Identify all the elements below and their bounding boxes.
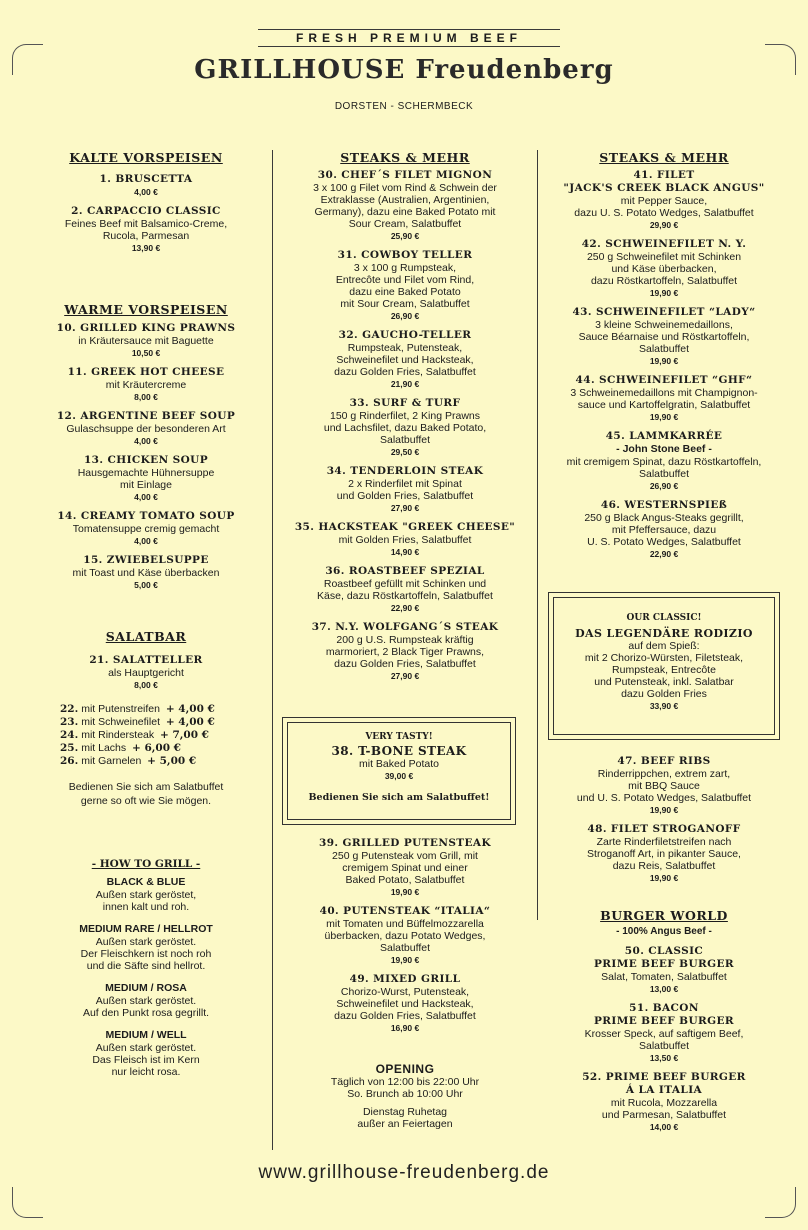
brand-logo: GRILLHOUSE Freudenberg [194,55,614,85]
item-desc: Krosser Speck, auf saftigem Beef, Salatbuffet [584,1028,744,1052]
item-price: 14,00 € [649,1122,679,1132]
item-price: 19,90 € [390,887,420,897]
menu-item [280,521,530,558]
menu-item [280,169,530,242]
section-title-steaks: STEAKS & MEHR [340,150,470,165]
item-price: 8,00 € [134,680,158,690]
item-price: 8,00 € [134,392,158,402]
menu-item [40,654,252,691]
item-price: 19,90 € [390,955,420,965]
item-price: 26,90 € [390,311,420,321]
addon-row: 24. mit Rindersteak + 7,00 € [60,729,209,741]
grill-level-desc: Außen stark geröstet. Der Fleischkern ist noch roh und die Säfte sind hellrot. [80,936,212,972]
menu-item [543,430,785,492]
menu-item [40,205,252,254]
item-name: 38. T-BONE STEAK [331,744,467,758]
tbone-box [282,717,516,825]
item-price: 29,50 € [390,447,420,457]
item-price: 29,90 € [649,220,679,230]
item-desc: 200 g U.S. Rumpsteak kräftig marmoriert, 2 Black Tiger Prawns, dazu Golden Fries, Salatbuffet [325,634,485,670]
item-name: 12. ARGENTINE BEEF SOUP [56,410,236,422]
grill-level [40,982,252,1019]
menu-item [280,973,530,1034]
item-desc: Zarte Rinderfiletstreifen nach Stroganoff Art, in pikanter Sauce, dazu Reis, Salatbuffet [587,836,741,872]
grill-level-desc: Außen stark geröstet, innen kalt und roh. [95,889,197,913]
location: DORSTEN - SCHERMBECK [334,101,474,112]
frame-corner-bottom-left [12,1187,43,1218]
menu-item [280,565,530,614]
item-price: 16,90 € [390,1023,420,1033]
item-desc: 3 Schweinemedaillons mit Champignon- sauce und Kartoffelgratin, Salatbuffet [570,387,758,411]
item-desc: 3 x 100 g Rumpsteak, Entrecôte und Filet vom Rind, dazu eine Baked Potato mit Sour Cream, Salatbuffet [335,262,475,310]
item-name: 47. BEEF RIBS [617,755,711,767]
item-price: 22,90 € [390,603,420,613]
salad-note: Bedienen Sie sich am Salatbuffet gerne so oft wie Sie mögen. [68,781,224,807]
section-title-kalte: KALTE VORSPEISEN [69,150,223,165]
item-desc: 3 kleine Schweinemedaillons, Sauce Béarnaise und Röstkartoffeln, Salatbuffet [578,319,750,355]
salad-addons [40,703,252,768]
item-desc: in Kräutersauce mit Baguette [78,335,214,347]
section-title-salatbar: SALATBAR [105,629,187,644]
section-title-warme: WARME VORSPEISEN [64,302,228,317]
column-divider-left [272,150,273,1150]
item-name: 35. HACKSTEAK "GREEK CHEESE" [294,521,516,533]
addon-row: 23. mit Schweinefilet + 4,00 € [60,716,215,728]
menu-item [280,621,530,682]
grill-level [40,923,252,972]
item-desc: als Hauptgericht [108,667,184,679]
item-name: 34. TENDERLOIN STEAK [326,465,484,477]
opening-times: Täglich von 12:00 bis 22:00 Uhr So. Brunch ab 10:00 Uhr [330,1076,480,1100]
menu-item [40,510,252,547]
menu-item [280,249,530,322]
item-desc: 150 g Rinderfilet, 2 King Prawns und Lachsfilet, dazu Baked Potato, Salatbuffet [323,410,487,446]
item-name: 43. SCHWEINEFILET “LADY“ [572,306,756,318]
item-desc: 2 x Rinderfilet mit Spinat und Golden Fries, Salatbuffet [336,478,474,502]
item-name: 10. GRILLED KING PRAWNS [56,322,236,334]
item-name: 2. CARPACCIO CLASSIC [71,205,221,217]
item-price: 19,90 € [649,288,679,298]
item-price: 19,90 € [649,356,679,366]
item-desc: 250 g Black Angus-Steaks gegrillt, mit Pfeffersauce, dazu U. S. Potato Wedges, Salatbuffet [584,512,744,548]
item-price: 19,90 € [649,873,679,883]
section-title-burger: BURGER WORLD [600,908,728,923]
item-name: 33. SURF & TURF [349,397,461,409]
addon-row: 26. mit Garnelen + 5,00 € [60,755,197,767]
item-name: 44. SCHWEINEFILET “GHF“ [575,374,753,386]
item-desc: mit Baked Potato [359,758,439,770]
item-name: 39. GRILLED PUTENSTEAK [319,837,491,849]
menu-item [40,173,252,198]
menu-item [40,454,252,503]
item-desc: mit Rucola, Mozzarella und Parmesan, Salatbuffet [601,1097,727,1121]
menu-item [40,366,252,403]
item-name: 46. WESTERNSPIEß [600,499,728,511]
addon-row: 25. mit Lachs + 6,00 € [60,742,181,754]
item-desc: Salat, Tomaten, Salatbuffet [601,971,727,983]
item-desc: 250 g Putensteak vom Grill, mit cremigem Spinat und einer Baked Potato, Salatbuffet [332,850,478,886]
item-name: 13. CHICKEN SOUP [83,454,209,466]
tbone-note: Bedienen Sie sich am Salatbuffet! [308,792,490,803]
item-name: 21. SALATTELLER [89,654,203,666]
item-price: 21,90 € [390,379,420,389]
item-name: 14. CREAMY TOMATO SOUP [57,510,235,522]
item-subtitle: - John Stone Beef - [616,443,712,455]
item-price: 33,90 € [649,701,679,711]
rodizio-tag: OUR CLASSIC! [626,613,702,623]
item-desc: Chorizo-Wurst, Putensteak, Schweinefilet und Hacksteak, dazu Golden Fries, Salatbuffet [334,986,476,1022]
item-price: 27,90 € [390,671,420,681]
item-price: 4,00 € [134,187,158,197]
item-desc: Rinderrippchen, extrem zart, mit BBQ Sauce und U. S. Potato Wedges, Salatbuffet [576,768,752,804]
item-price: 5,00 € [134,580,158,590]
menu-item [543,169,785,231]
opening-closed: Dienstag Ruhetag außer an Feiertagen [357,1106,453,1130]
item-name: 42. SCHWEINEFILET N. Y. [581,238,747,250]
item-price: 26,90 € [649,481,679,491]
menu-item [543,238,785,299]
column-divider-right [537,150,538,920]
column-middle-lower [280,830,530,1130]
item-name: 49. MIXED GRILL [349,973,461,985]
item-desc: mit Toast und Käse überbacken [72,567,220,579]
item-price: 4,00 € [134,536,158,546]
item-name: 50. CLASSIC PRIME BEEF BURGER [593,945,735,970]
item-name: 36. ROASTBEEF SPEZIAL [325,565,485,577]
item-price: 25,90 € [390,231,420,241]
item-desc: 3 x 100 g Filet vom Rind & Schwein der Extraklasse (Australien, Argentinien, Germany), dazu eine Baked Potato mit Sour Cream, Salatbuffet [313,182,497,230]
item-name: 30. CHEF´S FILET MIGNON [317,169,493,181]
grill-level-name: MEDIUM / ROSA [105,982,187,994]
menu-item [543,499,785,560]
item-desc: mit cremigem Spinat, dazu Röstkartoffeln, Salatbuffet [566,456,762,480]
menu-item [40,322,252,359]
menu-item [543,374,785,423]
menu-item [543,823,785,884]
website-url[interactable]: www.grillhouse-freudenberg.de [258,1162,550,1183]
item-price: 14,90 € [390,547,420,557]
menu-item [543,755,785,816]
item-name: 32. GAUCHO-TELLER [338,329,472,341]
column-right [543,150,785,560]
item-name: DAS LEGENDÄRE RODIZIO [575,627,753,640]
item-price: 4,00 € [134,492,158,502]
item-price: 4,00 € [134,436,158,446]
frame-corner-bottom-right [765,1187,796,1218]
menu-item [280,329,530,390]
grill-level [40,876,252,913]
menu-item [543,945,785,995]
column-middle [280,150,530,682]
item-name: 11. GREEK HOT CHEESE [67,366,225,378]
header-rule-top [258,29,560,30]
grill-guide [40,858,252,1078]
item-desc: auf dem Spieß: mit 2 Chorizo-Würsten, Filetsteak, Rumpsteak, Entrecôte und Putensteak, inkl. Salatbar dazu Golden Fries [584,640,744,700]
item-name: 1. BRUSCETTA [99,173,193,185]
item-name: 31. COWBOY TELLER [337,249,473,261]
grill-guide-title: - HOW TO GRILL - [91,858,201,870]
opening-hours [280,1062,530,1130]
menu-item [543,306,785,367]
addon-row: 22. mit Putenstreifen + 4,00 € [60,703,215,715]
menu-item [280,397,530,458]
item-name: 37. N.Y. WOLFGANG´S STEAK [311,621,499,633]
grill-level-desc: Außen stark geröstet. Auf den Punkt rosa gegrillt. [82,995,210,1019]
item-desc: Rumpsteak, Putensteak, Schweinefilet und Hacksteak, dazu Golden Fries, Salatbuffet [334,342,476,378]
item-desc: Hausgemachte Hühnersuppe mit Einlage [77,467,215,491]
item-desc: Gulaschsuppe der besonderen Art [66,423,226,435]
burger-subtitle: - 100% Angus Beef - [616,926,712,937]
grill-level-name: BLACK & BLUE [106,876,186,888]
menu-item [40,554,252,591]
item-price: 22,90 € [649,549,679,559]
menu-item [40,410,252,447]
section-title-steaks-right: STEAKS & MEHR [599,150,729,165]
item-desc: Feines Beef mit Balsamico-Creme, Rucola, Parmesan [64,218,228,242]
opening-title: OPENING [375,1062,435,1076]
item-desc: mit Kräutercreme [105,379,187,391]
item-price: 10,50 € [131,348,161,358]
item-price: 39,00 € [384,771,414,781]
item-price: 13,00 € [649,984,679,994]
frame-corner-top-left [12,44,43,75]
item-price: 19,90 € [649,412,679,422]
menu-item [280,465,530,514]
grill-level-desc: Außen stark geröstet. Das Fleisch ist im Kern nur leicht rosa. [92,1042,200,1078]
menu-item [280,905,530,966]
item-price: 19,90 € [649,805,679,815]
menu-item [543,1071,785,1133]
item-desc: mit Pepper Sauce, dazu U. S. Potato Wedges, Salatbuffet [574,195,754,219]
grill-level-name: MEDIUM / WELL [105,1029,187,1041]
grill-level-name: MEDIUM RARE / HELLROT [79,923,213,935]
rodizio-box [548,592,780,740]
item-price: 13,50 € [649,1053,679,1063]
item-desc: mit Golden Fries, Salatbuffet [338,534,472,546]
item-price: 27,90 € [390,503,420,513]
item-desc: Tomatensuppe cremig gemacht [72,523,220,535]
item-name: 52. PRIME BEEF BURGER Á LA ITALIA [582,1071,746,1096]
item-name: 15. ZWIEBELSUPPE [83,554,209,566]
tbone-tag: VERY TASTY! [365,732,433,742]
item-name: 51. BACON PRIME BEEF BURGER [593,1002,735,1027]
tagline: FRESH PREMIUM BEEF [295,31,522,45]
menu-item [543,1002,785,1064]
item-desc: Roastbeef gefüllt mit Schinken und Käse, dazu Röstkartoffeln, Salatbuffet [317,578,493,602]
item-name: 45. LAMMKARRÉE [605,430,723,442]
column-left [40,150,252,1078]
item-price: 13,90 € [131,243,161,253]
grill-level [40,1029,252,1078]
column-right-lower [543,748,785,1133]
menu-item [280,837,530,898]
item-name: 48. FILET STROGANOFF [587,823,741,835]
frame-corner-top-right [765,44,796,75]
item-desc: mit Tomaten und Büffelmozzarella überbacken, dazu Potato Wedges, Salatbuffet [324,918,486,954]
item-name: 41. FILET "JACK'S CREEK BLACK ANGUS" [563,169,765,194]
header-rule-bottom [258,46,560,47]
item-name: 40. PUTENSTEAK “ITALIA“ [319,905,491,917]
item-desc: 250 g Schweinefilet mit Schinken und Käse überbacken, dazu Röstkartoffeln, Salatbuffet [586,251,742,287]
